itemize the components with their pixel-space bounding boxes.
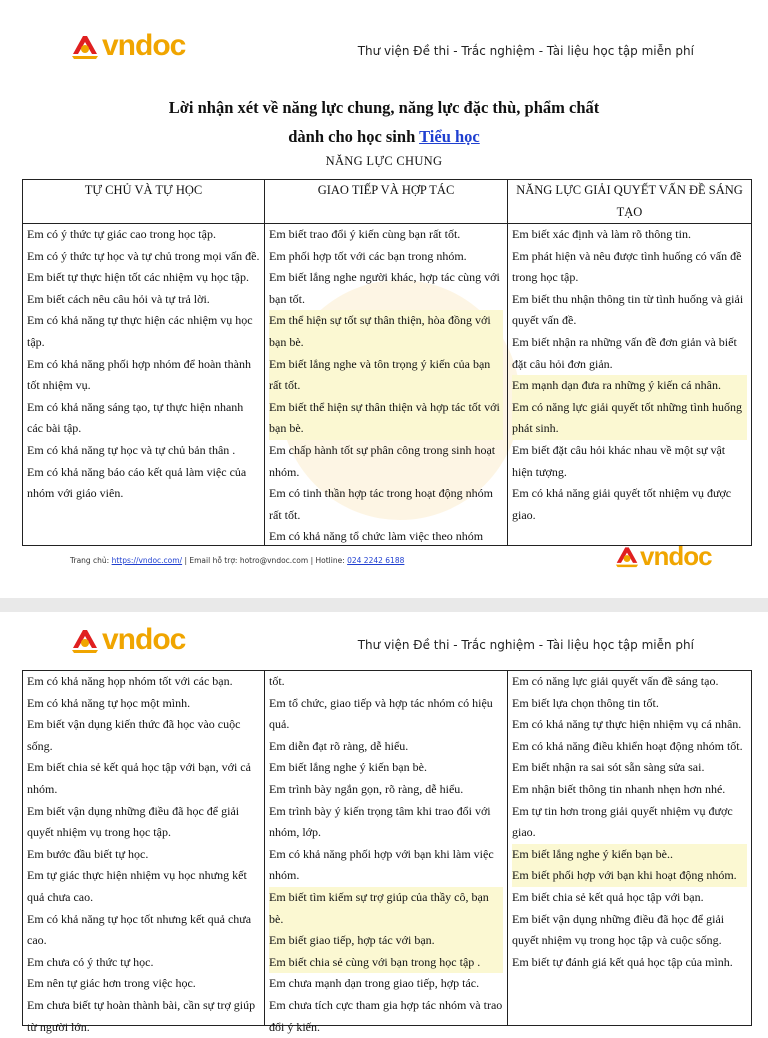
vndoc-mascot-icon <box>70 32 100 60</box>
list-item: Em diễn đạt rõ ràng, dễ hiểu. <box>269 738 409 753</box>
list-item: Em phát hiện và nêu được tình huống có vấn đề trong học tập. <box>512 248 742 285</box>
list-item: Em biết tự thực hiện tốt các nhiệm vụ học tập. <box>27 270 249 285</box>
subtitle-link-tieu-hoc[interactable]: Tiểu học <box>419 127 480 146</box>
list-item: tốt. <box>269 674 285 688</box>
table-header-row <box>23 180 752 224</box>
header-tagline-page-2: Thư viện Đề thi - Trắc nghiệm - Tài liệu học tập miễn phí <box>357 638 694 652</box>
list-item: Em có khả năng tự thực hiện các nhiệm vụ học tập. <box>27 313 253 349</box>
list-item: Em biết chia sẻ cùng với bạn trong học tập . <box>269 952 503 974</box>
cell-problem-solving <box>508 224 751 545</box>
footer-vndoc-logo[interactable] <box>614 541 712 571</box>
list-item: Em biết chia sẻ kết quả học tập với bạn, với cả nhóm. <box>27 760 251 796</box>
column-header-communication: GIAO TIẾP VÀ HỢP TÁC <box>265 180 508 224</box>
list-item: Em có khả năng tổ chức làm việc theo nhóm <box>269 529 484 544</box>
logo-wordmark: vndoc <box>640 541 712 571</box>
document-title: Lời nhận xét về năng lực chung, năng lực đặc thù, phẩm chất <box>168 98 600 117</box>
list-item: Em nên tự giác hơn trong việc học. <box>27 976 196 991</box>
list-item: Em có năng lực giải quyết vấn đề sáng tạo. <box>512 674 719 688</box>
list-item: Em chưa tích cực tham gia hợp tác nhóm và trao đổi ý kiến. <box>269 997 503 1034</box>
list-item: Em trình bày ngắn gọn, rõ ràng, dễ hiểu. <box>269 781 464 796</box>
list-item: Em biết nhận ra những vấn đề đơn giản và biết đặt câu hỏi đơn giản. <box>512 334 737 371</box>
list-item: Em chưa mạnh dạn trong giao tiếp, hợp tác. <box>269 976 480 991</box>
footer-contact-text: | Email hỗ trợ: hotro@vndoc.com | Hotline: <box>182 556 348 565</box>
list-item: Em biết tìm kiếm sự trợ giúp của thầy cô, bạn bè. <box>269 887 503 930</box>
list-item: Em biết lắng nghe người khác, hợp tác cùng với bạn tốt. <box>269 270 500 306</box>
list-item: Em tự tin hơn trong giải quyết nhiệm vụ được giao. <box>512 803 733 840</box>
list-item: Em có khả năng phối hợp nhóm để hoàn thành tốt nhiệm vụ. <box>27 356 251 393</box>
logo-wordmark: vndoc <box>102 29 186 62</box>
cell-self-study <box>23 671 264 1034</box>
list-item: Em có khả năng báo cáo kết quả làm việc của nhóm với giáo viên. <box>27 464 247 501</box>
list-item: Em biết giao tiếp, hợp tác với bạn. <box>269 930 503 952</box>
footer-home-link[interactable]: https://vndoc.com/ <box>111 556 183 565</box>
list-item: Em biết vận dụng những điều đã học để giải quyết nhiệm vụ trong học tập. <box>27 803 240 840</box>
list-item: Em chưa có ý thức tự học. <box>27 954 154 969</box>
footer-prefix: Trang chủ: <box>70 556 112 565</box>
list-item: Em có khả năng tự học một mình. <box>27 695 191 710</box>
list-item: Em biết xác định và làm rõ thông tin. <box>512 227 691 241</box>
list-item: Em chưa biết tự hoàn thành bài, cần sự trợ giúp từ người lớn. <box>27 997 256 1034</box>
list-item: Em biết phối hợp với bạn khi hoạt động nhóm. <box>512 865 747 887</box>
list-item: Em biết lắng nghe ý kiến bạn bè. <box>269 760 427 775</box>
list-item: Em có khả năng điều khiển hoạt động nhóm tốt. <box>512 738 743 753</box>
list-item: Em có ý thức tự giác cao trong học tập. <box>27 227 216 241</box>
page-separator <box>0 598 768 612</box>
subtitle-prefix: dành cho học sinh <box>288 127 420 146</box>
list-item: Em biết đặt câu hỏi khác nhau về một sự vật hiện tượng. <box>512 442 726 479</box>
list-item: Em chấp hành tốt sự phân công trong sinh hoạt nhóm. <box>269 442 496 479</box>
list-item: Em có khả năng họp nhóm tốt với các bạn. <box>27 674 233 688</box>
header-tagline: Thư viện Đề thi - Trắc nghiệm - Tài liệu học tập miễn phí <box>357 44 694 58</box>
cell-communication <box>265 224 507 545</box>
list-item: Em có năng lực giải quyết tốt những tình huống phát sinh. <box>512 397 747 440</box>
list-item: Em có ý thức tự học và tự chủ trong mọi vấn đề. <box>27 248 260 263</box>
cell-problem-solving <box>508 671 751 1025</box>
competency-table-page-1 <box>22 179 752 546</box>
vndoc-logo[interactable] <box>70 29 186 62</box>
table-row <box>23 224 752 546</box>
table-row <box>23 671 752 1026</box>
list-item: Em biết thể hiện sự thân thiện và hợp tác tốt với bạn bè. <box>269 397 503 440</box>
list-item: Em có khả năng phối hợp với bạn khi làm việc nhóm. <box>269 846 494 883</box>
cell-communication <box>265 671 507 1034</box>
list-item: Em biết cách nêu câu hỏi và tự trả lời. <box>27 291 210 306</box>
list-item: Em có khả năng sáng tạo, tự thực hiện nhanh các bài tập. <box>27 399 244 436</box>
vndoc-mascot-icon <box>70 626 100 654</box>
section-heading: NĂNG LỰC CHUNG <box>325 154 443 168</box>
logo-wordmark: vndoc <box>102 623 186 656</box>
list-item: Em biết lựa chọn thông tin tốt. <box>512 695 659 710</box>
list-item: Em bước đầu biết tự học. <box>27 846 149 861</box>
document-subtitle <box>0 127 768 147</box>
vndoc-logo-page-2[interactable] <box>70 623 186 656</box>
list-item: Em trình bày ý kiến trọng tâm khi trao đổi với nhóm, lớp. <box>269 803 491 840</box>
competency-table-page-2 <box>22 670 752 1034</box>
list-item: Em có khả năng giải quyết tốt nhiệm vụ được giao. <box>512 486 732 522</box>
list-item: Em mạnh dạn đưa ra những ý kiến cá nhân. <box>512 375 747 397</box>
list-item: Em biết trao đổi ý kiến cùng bạn rất tốt. <box>269 227 461 241</box>
list-item: Em tổ chức, giao tiếp và hợp tác nhóm có hiệu quả. <box>269 695 493 732</box>
list-item: Em có khả năng tự học và tự chủ bản thân . <box>27 442 236 457</box>
list-item: Em biết lắng nghe ý kiến bạn bè.. <box>512 844 747 866</box>
footer-hotline-link[interactable]: 024 2242 6188 <box>347 556 405 565</box>
page-footer <box>70 556 404 565</box>
list-item: Em biết lắng nghe và tôn trọng ý kiến của bạn rất tốt. <box>269 354 503 397</box>
list-item: Em biết thu nhận thông tin từ tình huống và giải quyết vấn đề. <box>512 291 744 328</box>
list-item: Em biết nhận ra sai sót sẵn sàng sửa sai. <box>512 760 705 775</box>
column-header-problem-solving: NĂNG LỰC GIẢI QUYẾT VẤN ĐỀ SÁNG TẠO <box>508 180 752 224</box>
list-item: Em có khả năng tự thực hiện nhiệm vụ cá nhân. <box>512 717 742 732</box>
list-item: Em biết vận dụng những điều đã học để giải quyết nhiệm vụ trong học tập và cuộc sống. <box>512 911 725 948</box>
list-item: Em biết tự đánh giá kết quả học tập của mình. <box>512 954 733 969</box>
list-item: Em biết vận dụng kiến thức đã học vào cuộc sống. <box>27 717 241 753</box>
list-item: Em có khả năng tự học tốt nhưng kết quả chưa cao. <box>27 911 252 948</box>
list-item: Em biết chia sẻ kết quả học tập với bạn. <box>512 889 704 904</box>
list-item: Em có tinh thần hợp tác trong hoạt động nhóm rất tốt. <box>269 486 493 522</box>
list-item: Em nhận biết thông tin nhanh nhẹn hơn nhé. <box>512 781 726 796</box>
list-item: Em tự giác thực hiện nhiệm vụ học nhưng kết quả chưa cao. <box>27 868 247 904</box>
column-header-self-study: TỰ CHỦ VÀ TỰ HỌC <box>23 180 265 224</box>
cell-self-study <box>23 224 264 545</box>
list-item: Em thể hiện sự tốt sự thân thiện, hòa đồng với bạn bè. <box>269 310 503 353</box>
list-item: Em phối hợp tốt với các bạn trong nhóm. <box>269 248 467 263</box>
vndoc-mascot-icon <box>614 544 640 568</box>
